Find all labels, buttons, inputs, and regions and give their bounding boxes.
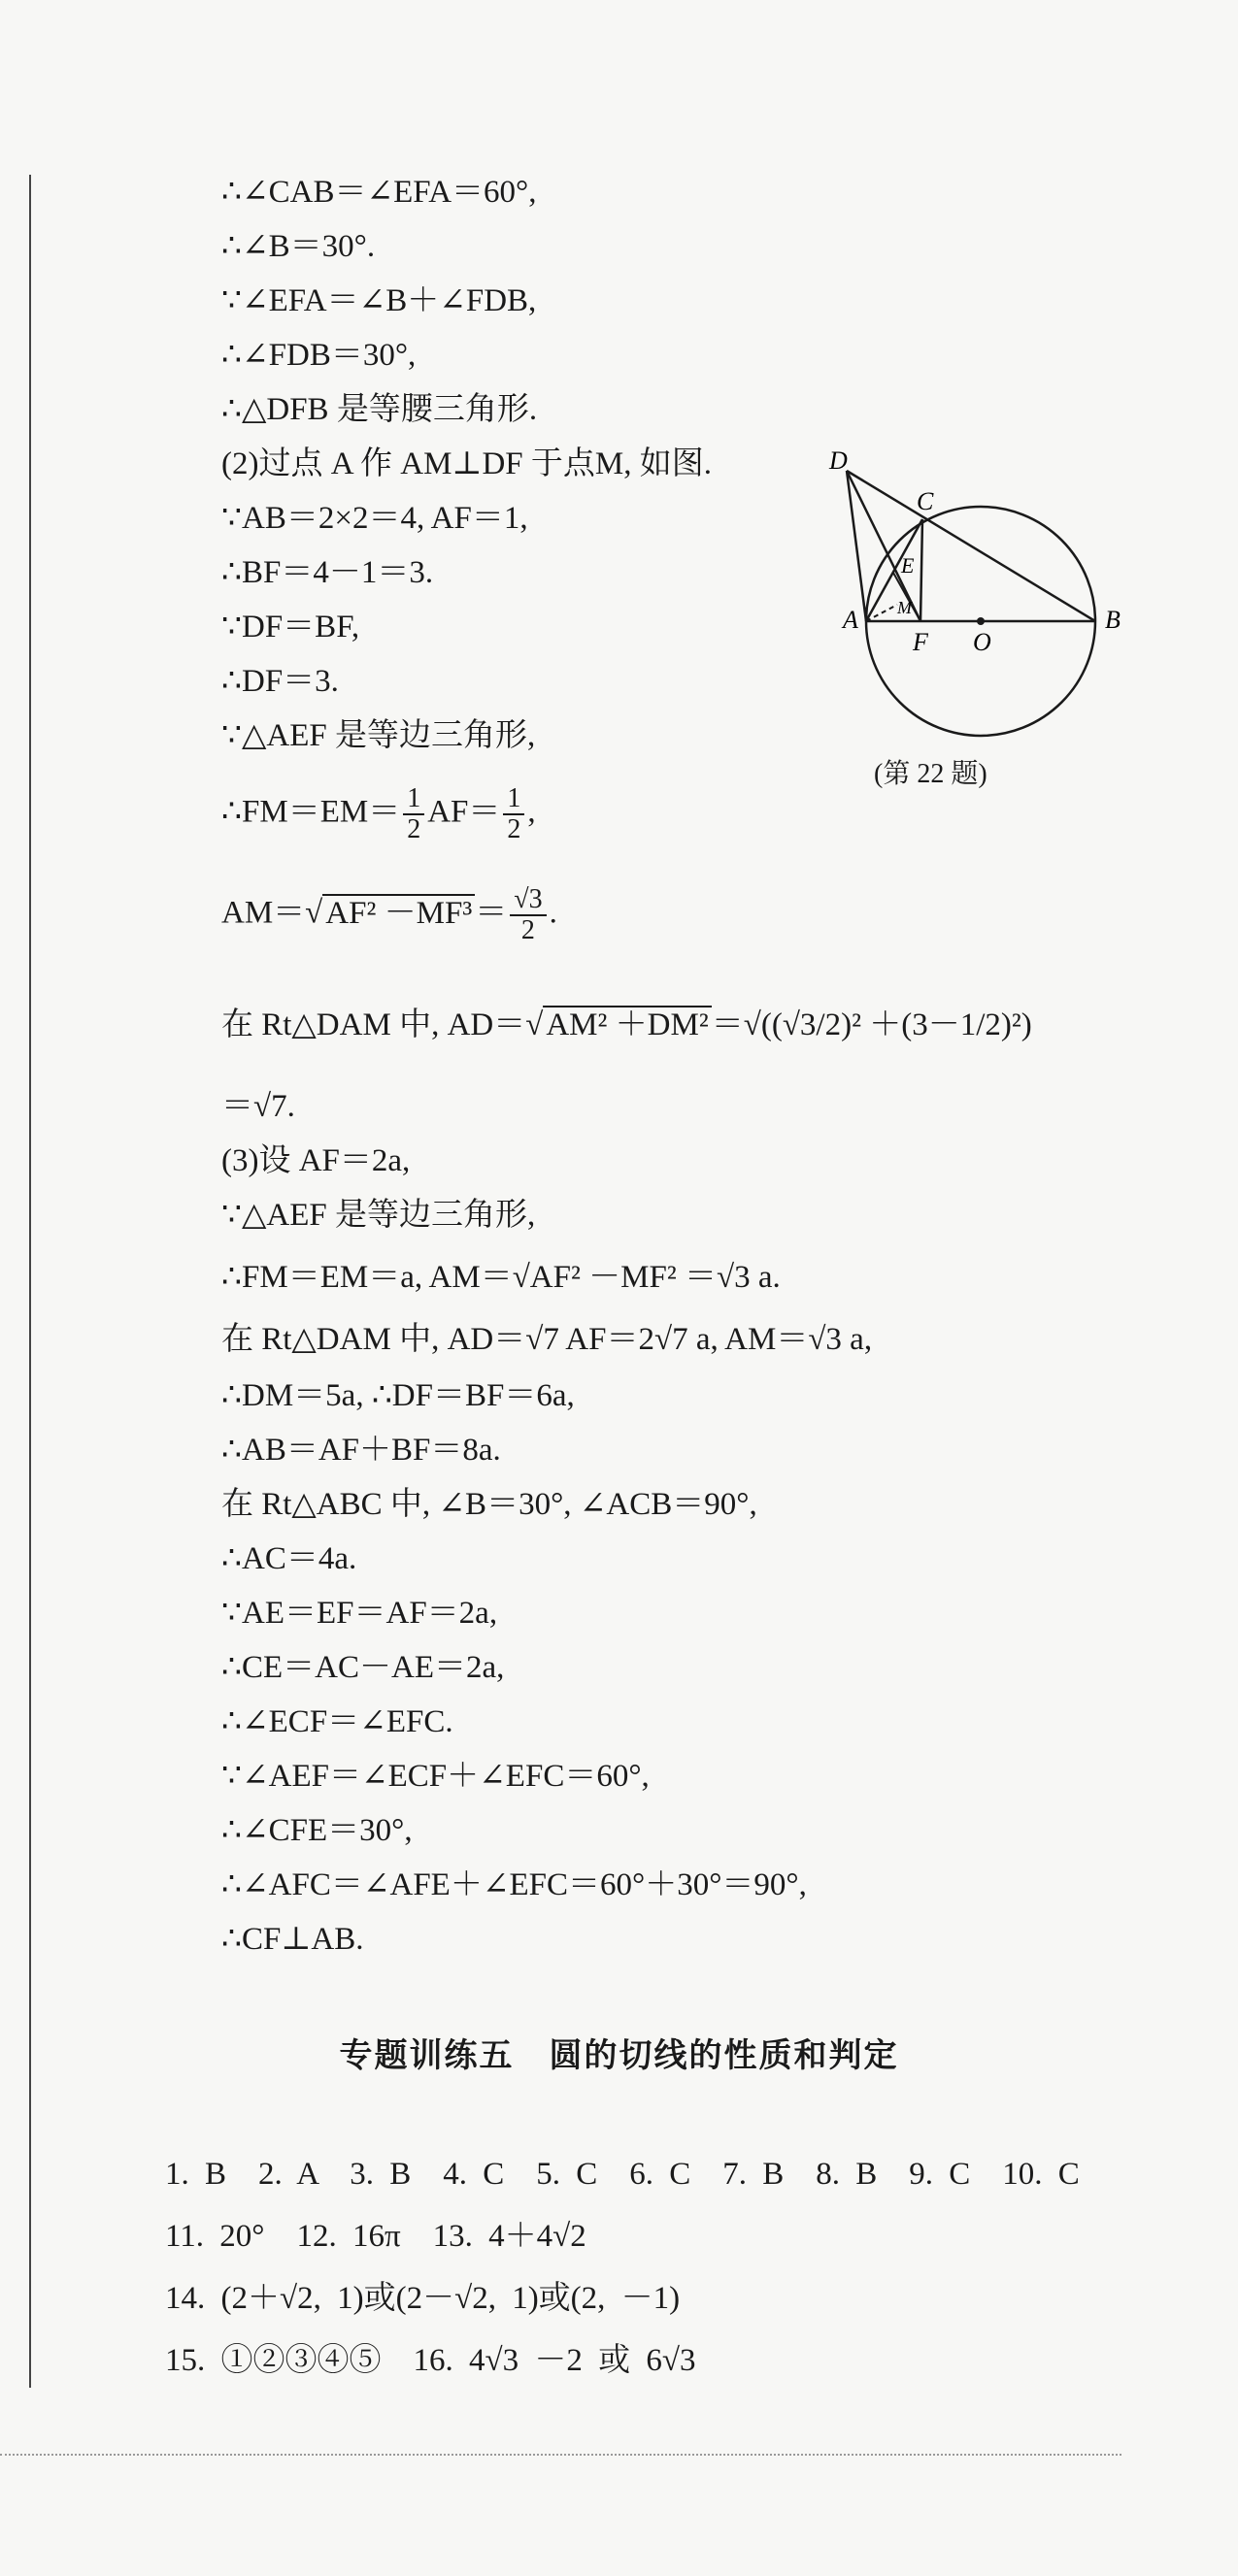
fraction-root3-over-2: $\frac{√3}{2}$ bbox=[510, 885, 546, 945]
ad-equation: 在 Rt△DAM 中, AD＝√AM² ＋DM²＝√((√3/2)² ＋(3－1/2)²) bbox=[221, 1007, 1032, 1042]
part3-line-7: 在 Rt△ABC 中, ∠B＝30°, ∠ACB＝90°, bbox=[221, 1487, 757, 1522]
figure-caption: (第 22 题) bbox=[874, 759, 987, 789]
solution-line-9: ∵DF＝BF, bbox=[221, 610, 360, 644]
part3-line-6: ∴AB＝AF＋BF＝8a. bbox=[221, 1433, 501, 1468]
line-da bbox=[847, 471, 866, 621]
label-e: E bbox=[901, 553, 915, 578]
solution-line-3: ∵∠EFA＝∠B＋∠FDB, bbox=[221, 283, 537, 318]
label-b: B bbox=[1105, 606, 1121, 634]
part3-line-12: ∵∠AEF＝∠ECF＋∠EFC＝60°, bbox=[221, 1759, 650, 1794]
solution-line-8: ∴BF＝4－1＝3. bbox=[221, 555, 434, 590]
bottom-dotted-rule bbox=[0, 2454, 1121, 2456]
part3-line-13: ∴∠CFE＝30°, bbox=[221, 1813, 413, 1848]
label-m: M bbox=[897, 598, 912, 617]
geometry-figure bbox=[816, 442, 1146, 752]
part3-line-15: ∴CF⊥AB. bbox=[221, 1922, 364, 1957]
answer-row-4: 15. ①②③④⑤ 16. 4√3 －2 或 6√3 bbox=[165, 2343, 696, 2378]
answer-row-3: 14. (2＋√2, 1)或(2－√2, 1)或(2, －1) bbox=[165, 2281, 681, 2316]
solution-line-10: ∴DF＝3. bbox=[221, 664, 339, 699]
solution-line-6: (2)过点 A 作 AM⊥DF 于点M, 如图. bbox=[221, 446, 712, 481]
center-point-o bbox=[977, 617, 985, 625]
label-f: F bbox=[913, 628, 928, 656]
label-o: O bbox=[973, 628, 991, 656]
part3-line-2: ∵△AEF 是等边三角形, bbox=[221, 1198, 536, 1233]
answer-row-1: 1. B 2. A 3. B 4. C 5. C 6. C 7. B 8. B 9. C 10. C bbox=[165, 2157, 1080, 2192]
part3-line-1: (3)设 AF＝2a, bbox=[221, 1143, 411, 1178]
label-d: D bbox=[829, 446, 848, 475]
section-title: 专题训练五 圆的切线的性质和判定 bbox=[339, 2036, 899, 2075]
part3-line-11: ∴∠ECF＝∠EFC. bbox=[221, 1704, 453, 1739]
solution-line-2: ∴∠B＝30°. bbox=[221, 229, 376, 264]
solution-line-11: ∵△AEF 是等边三角形, bbox=[221, 718, 536, 753]
answer-row-2: 11. 20° 12. 16π 13. 4＋4√2 bbox=[165, 2219, 586, 2254]
label-c: C bbox=[917, 487, 934, 515]
line-cf bbox=[920, 519, 922, 621]
part3-line-9: ∵AE＝EF＝AF＝2a, bbox=[221, 1596, 498, 1631]
label-a: A bbox=[843, 606, 858, 634]
fraction-one-half-2: $\frac{1}{2}$ bbox=[503, 784, 524, 844]
fm-equation: ∴FM＝EM＝ $\frac{1}{2}$ AF＝ $\frac{1}{2}$ , bbox=[221, 783, 536, 844]
solution-line-7: ∵AB＝2×2＝4, AF＝1, bbox=[221, 501, 528, 536]
part3-line-14: ∴∠AFC＝∠AFE＋∠EFC＝60°＋30°＝90°, bbox=[221, 1867, 807, 1902]
part3-line-3: ∴FM＝EM＝a, AM＝√AF² －MF² ＝√3 a. bbox=[221, 1260, 781, 1295]
solution-line-5: ∴△DFB 是等腰三角形. bbox=[221, 392, 538, 427]
part3-line-8: ∴AC＝4a. bbox=[221, 1541, 357, 1576]
part3-line-4: 在 Rt△DAM 中, AD＝√7 AF＝2√7 a, AM＝√3 a, bbox=[221, 1322, 873, 1357]
part3-line-5: ∴DM＝5a, ∴DF＝BF＝6a, bbox=[221, 1378, 575, 1413]
ad-result: ＝√7. bbox=[221, 1089, 295, 1124]
solution-line-1: ∴∠CAB＝∠EFA＝60°, bbox=[221, 175, 537, 210]
part3-line-10: ∴CE＝AC－AE＝2a, bbox=[221, 1650, 505, 1685]
am-equation: AM＝√AF² －MF³＝ $\frac{√3}{2}$ . bbox=[221, 884, 557, 945]
fraction-one-half: $\frac{1}{2}$ bbox=[403, 784, 424, 844]
solution-line-4: ∴∠FDB＝30°, bbox=[221, 338, 417, 373]
